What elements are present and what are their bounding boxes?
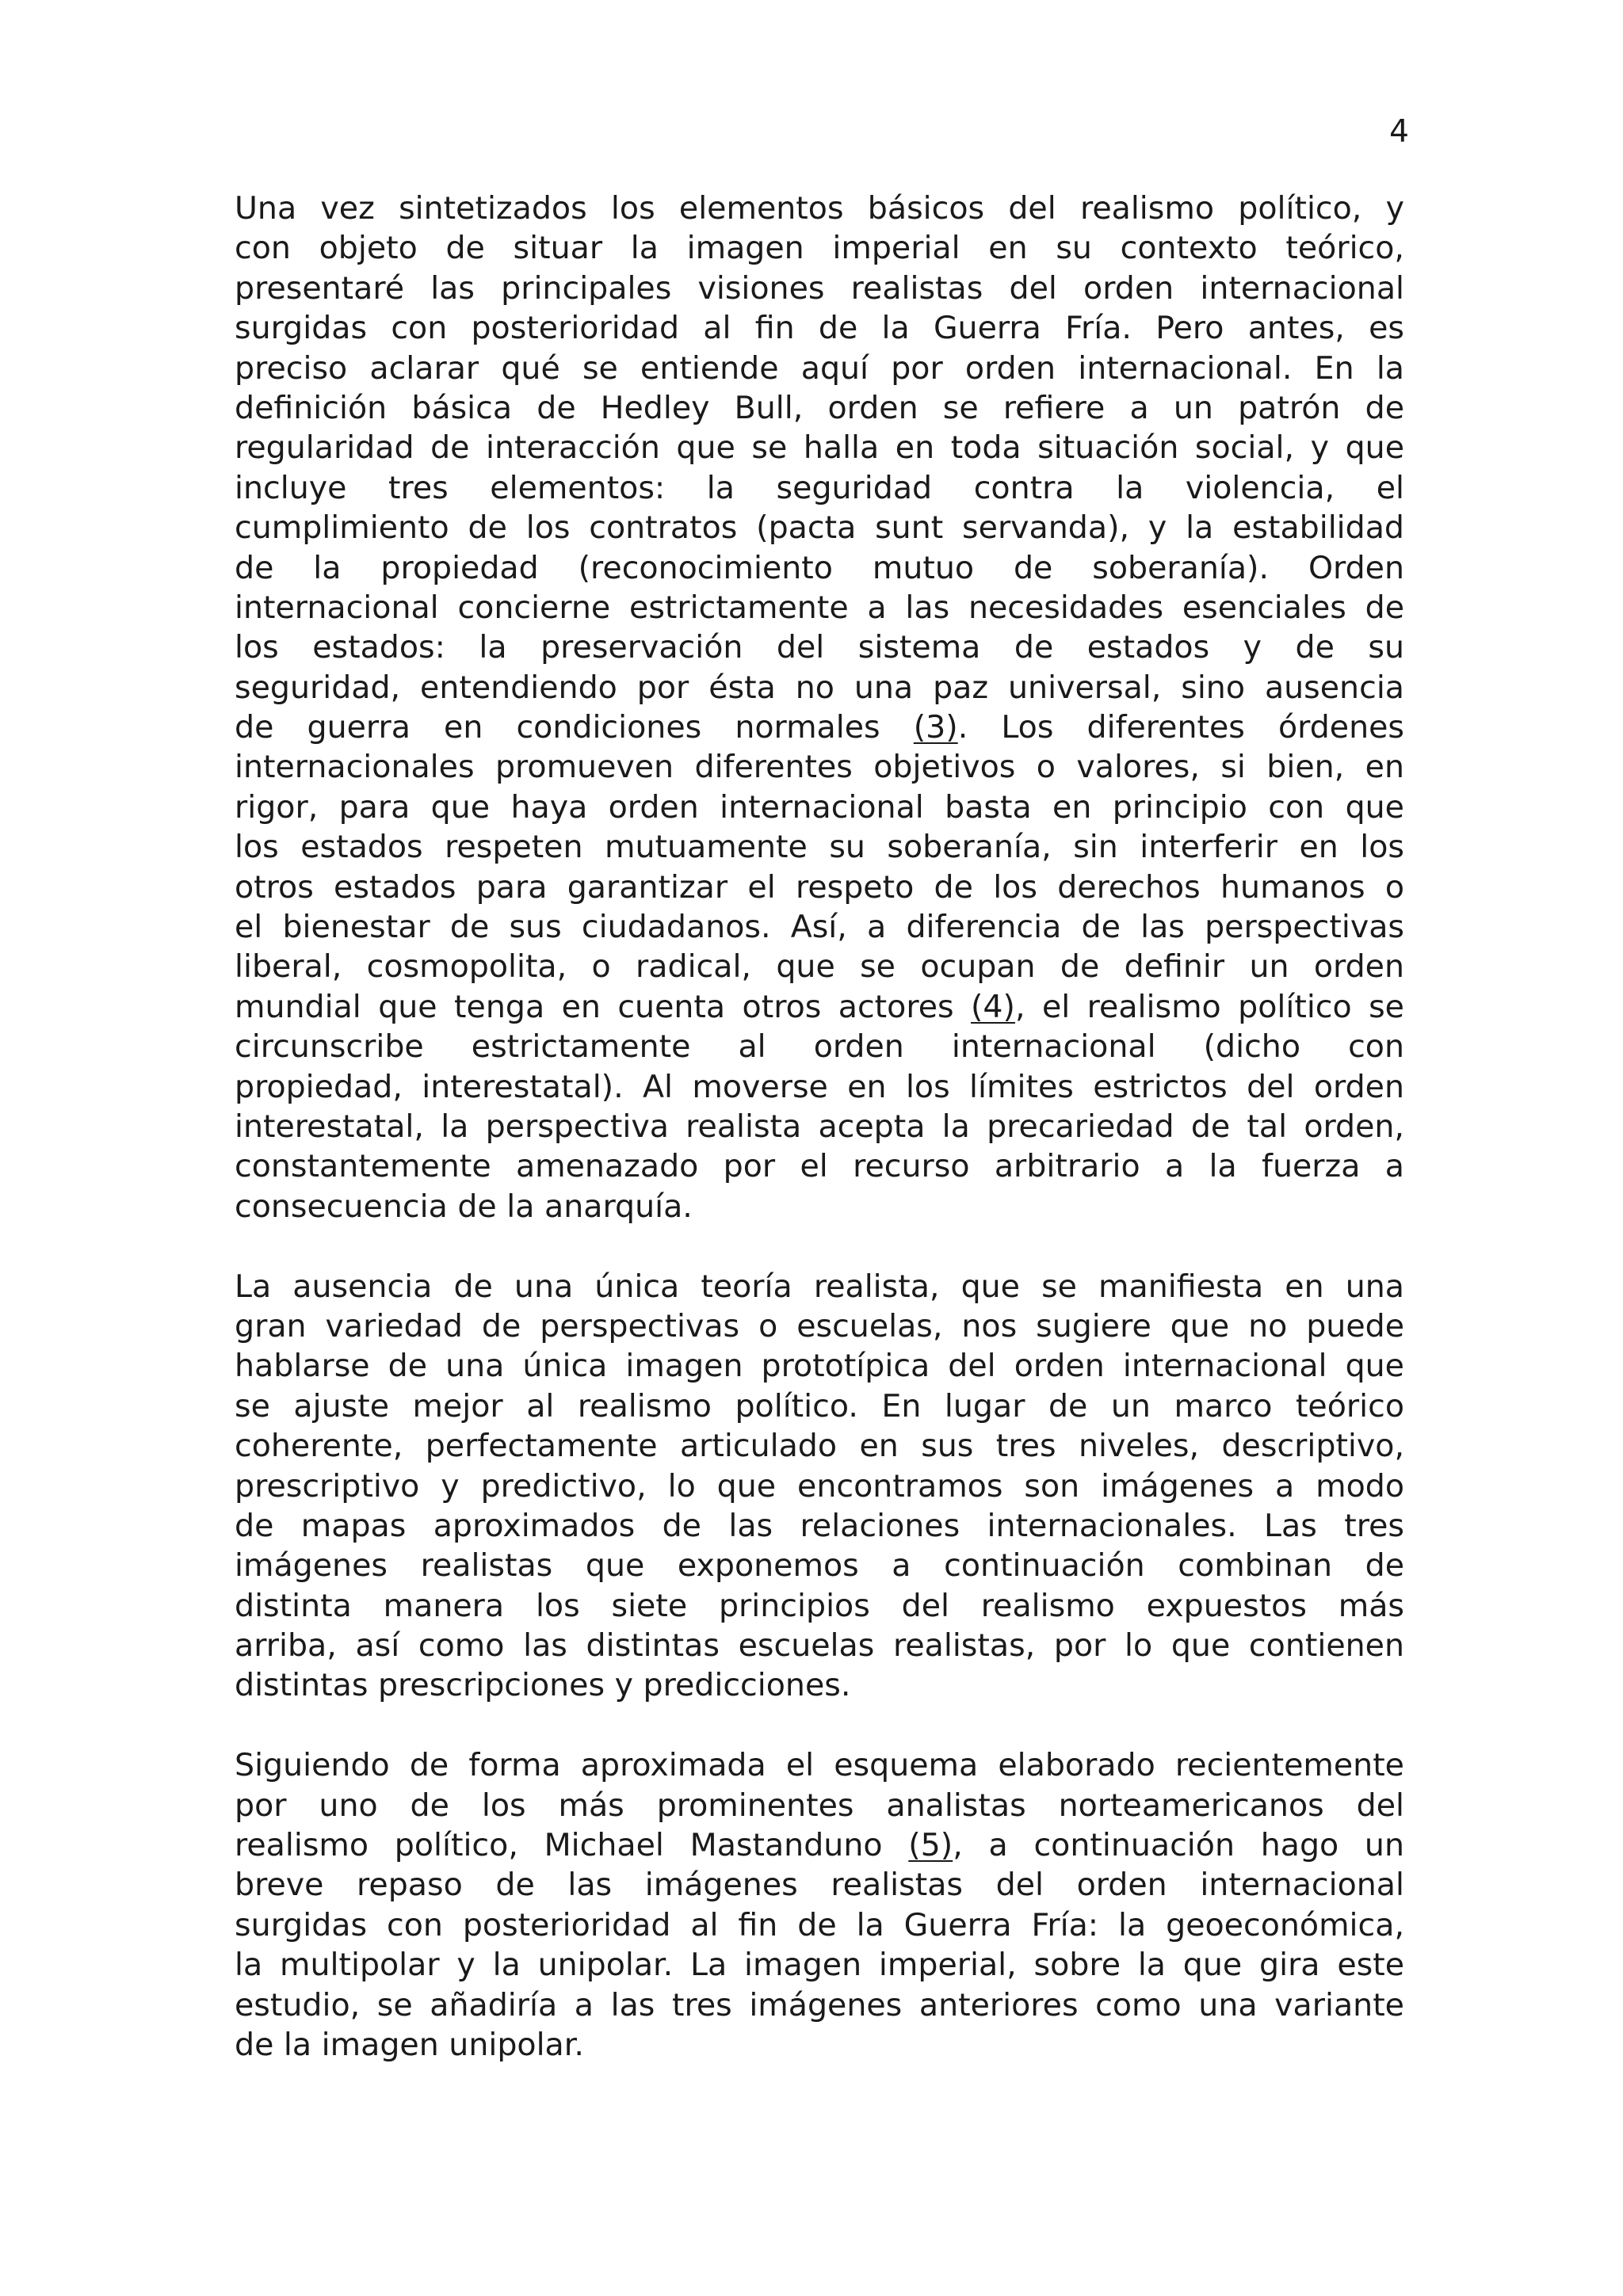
text-line	[235, 1665, 1404, 1705]
text-run: mundial que tenga en cuenta otros actores	[235, 988, 972, 1025]
text-line	[235, 1426, 1404, 1466]
text-line	[235, 269, 1404, 308]
text-line	[235, 1027, 1404, 1066]
text-line	[235, 1546, 1404, 1585]
text-run: . Los diferentes órdenes	[957, 709, 1404, 746]
text-line	[235, 1306, 1404, 1346]
text-line	[235, 627, 1404, 667]
text-line	[235, 827, 1404, 867]
text-run: rigor, para que haya orden internacional basta en principio con que	[235, 788, 1404, 826]
text-line	[235, 508, 1404, 547]
text-run: la multipolar y la unipolar. La imagen imperial, sobre la que gira este	[235, 1947, 1404, 1984]
text-line	[235, 388, 1404, 428]
text-run: por uno de los más prominentes analistas norteamericanos del	[235, 1787, 1404, 1824]
paragraph-3	[235, 1745, 1404, 2065]
footnote-reference-link[interactable]: (5)	[908, 1827, 953, 1864]
text-run: definición básica de Hedley Bull, orden se refiere a un patrón de	[235, 389, 1404, 426]
text-run: de mapas aproximados de las relaciones internacionales. Las tres	[235, 1507, 1404, 1544]
text-line	[235, 747, 1404, 787]
text-run: breve repaso de las imágenes realistas del orden internacional	[235, 1867, 1404, 1904]
text-line	[235, 548, 1404, 588]
text-run: interestatal, la perspectiva realista acepta la precariedad de tal orden,	[235, 1108, 1404, 1145]
text-line	[235, 1745, 1404, 1785]
text-run: internacionales promueven diferentes objetivos o valores, si bien, en	[235, 749, 1404, 786]
text-run: internacional concierne estrictamente a las necesidades esenciales de	[235, 589, 1404, 626]
paragraph-2	[235, 1267, 1404, 1706]
text-run: preciso aclarar qué se entiende aquí por orden internacional. En la	[235, 349, 1404, 387]
text-line	[235, 228, 1404, 268]
text-line	[235, 1466, 1404, 1506]
text-line	[235, 947, 1404, 986]
paragraph-1	[235, 189, 1404, 1226]
text-line	[235, 1346, 1404, 1386]
text-line	[235, 1187, 1404, 1226]
text-line	[235, 308, 1404, 348]
text-run: liberal, cosmopolita, o radical, que se ocupan de definir un orden	[235, 948, 1404, 986]
text-line	[235, 788, 1404, 827]
text-run: los estados: la preservación del sistema de estados y de su	[235, 629, 1404, 666]
text-line	[235, 349, 1404, 388]
text-line	[235, 1107, 1404, 1146]
text-run: surgidas con posterioridad al fin de la Guerra Fría: la geoeconómica,	[235, 1906, 1404, 1943]
text-run: se ajuste mejor al realismo político. En lugar de un marco teórico	[235, 1387, 1404, 1425]
text-line	[235, 1586, 1404, 1626]
text-line	[235, 1905, 1404, 1945]
text-run: coherente, perfectamente articulado en sus tres niveles, descriptivo,	[235, 1428, 1404, 1465]
text-line	[235, 1945, 1404, 1985]
text-run: prescriptivo y predictivo, lo que encontramos son imágenes a modo	[235, 1467, 1404, 1505]
text-run: con objeto de situar la imagen imperial en su contexto teórico,	[235, 230, 1404, 267]
text-run: presentaré las principales visiones realistas del orden internacional	[235, 269, 1404, 307]
text-line	[235, 1146, 1404, 1186]
text-line	[235, 1267, 1404, 1306]
text-run: otros estados para garantizar el respeto de los derechos humanos o	[235, 868, 1404, 906]
text-line	[235, 868, 1404, 907]
text-run: , el realismo político se	[1014, 988, 1404, 1025]
text-line	[235, 1825, 1404, 1865]
text-run: circunscribe estrictamente al orden internacional (dicho con	[235, 1028, 1404, 1066]
page-number: 4	[1389, 114, 1409, 150]
text-line	[235, 588, 1404, 627]
text-line	[235, 1985, 1404, 2025]
text-run: hablarse de una única imagen prototípica del orden internacional que	[235, 1348, 1404, 1385]
text-run: La ausencia de una única teoría realista, que se manifiesta en una	[235, 1268, 1404, 1305]
text-run: surgidas con posterioridad al fin de la Guerra Fría. Pero antes, es	[235, 310, 1404, 347]
footnote-reference-link[interactable]: (4)	[971, 988, 1015, 1025]
body-text	[235, 189, 1404, 2105]
text-line	[235, 428, 1404, 467]
text-run: incluye tres elementos: la seguridad contra la violencia, el	[235, 469, 1404, 506]
text-run: de guerra en condiciones normales	[235, 709, 914, 746]
text-run: Una vez sintetizados los elementos básicos del realismo político, y	[235, 190, 1404, 227]
text-run: de la imagen unipolar.	[235, 2026, 584, 2063]
text-run: de la propiedad (reconocimiento mutuo de soberanía). Orden	[235, 549, 1404, 586]
text-run: gran variedad de perspectivas o escuelas, nos sugiere que no puede	[235, 1307, 1404, 1344]
text-run: cumplimiento de los contratos (pacta sunt servanda), y la estabilidad	[235, 509, 1404, 547]
text-line	[235, 1786, 1404, 1825]
text-line	[235, 1506, 1404, 1546]
footnote-reference-link[interactable]: (3)	[913, 709, 958, 746]
text-line	[235, 1626, 1404, 1665]
text-line	[235, 189, 1404, 228]
text-line	[235, 668, 1404, 707]
text-run: propiedad, interestatal). Al moverse en los límites estrictos del orden	[235, 1068, 1404, 1105]
text-run: Siguiendo de forma aproximada el esquema elaborado recientemente	[235, 1747, 1404, 1784]
text-line	[235, 2025, 1404, 2065]
text-run: arriba, así como las distintas escuelas realistas, por lo que contienen	[235, 1627, 1404, 1665]
text-run: realismo político, Michael Mastanduno	[235, 1827, 909, 1864]
text-run: constantemente amenazado por el recurso arbitrario a la fuerza a	[235, 1148, 1404, 1185]
text-run: imágenes realistas que exponemos a continuación combinan de	[235, 1547, 1404, 1585]
text-run: seguridad, entendiendo por ésta no una paz universal, sino ausencia	[235, 669, 1404, 706]
text-run: consecuencia de la anarquía.	[235, 1188, 693, 1225]
text-run: el bienestar de sus ciudadanos. Así, a diferencia de las perspectivas	[235, 909, 1404, 946]
text-line	[235, 1865, 1404, 1905]
text-run: regularidad de interacción que se halla en toda situación social, y que	[235, 429, 1404, 467]
text-line	[235, 907, 1404, 947]
text-run: distinta manera los siete principios del realismo expuestos más	[235, 1587, 1404, 1624]
text-run: los estados respeten mutuamente su soberanía, sin interferir en los	[235, 829, 1404, 866]
text-line	[235, 1067, 1404, 1107]
text-line	[235, 707, 1404, 747]
text-run: , a continuación hago un	[953, 1827, 1404, 1864]
text-line	[235, 1386, 1404, 1426]
text-line	[235, 468, 1404, 508]
text-run: estudio, se añadiría a las tres imágenes anteriores como una variante	[235, 1986, 1404, 2023]
text-run: distintas prescripciones y predicciones.	[235, 1667, 851, 1704]
text-line	[235, 987, 1404, 1027]
